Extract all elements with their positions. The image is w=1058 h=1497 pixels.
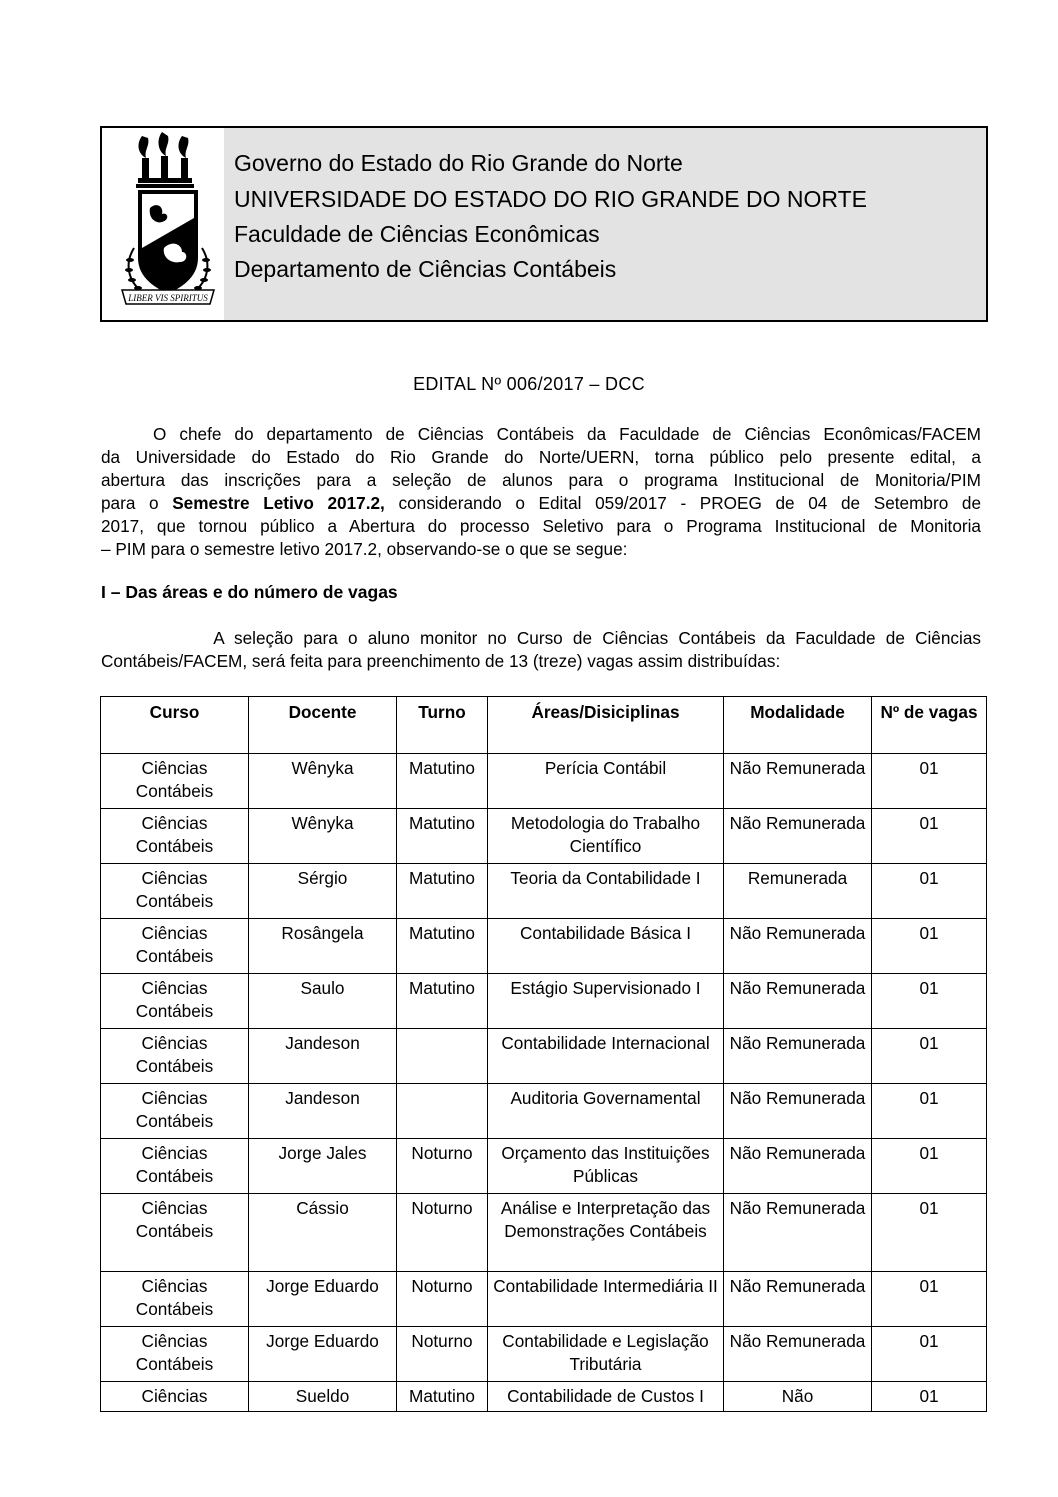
intro-line: da Universidade do Estado do Rio Grande do Norte/UERN, torna público pelo presente edital, a [101, 447, 981, 467]
intro-line [101, 423, 981, 446]
selection-line [101, 627, 981, 650]
department-name: Departamento de Ciências Contábeis [234, 256, 617, 282]
cell-modalidade: Não Remunerada [724, 1272, 872, 1327]
cell-turno: Matutino [397, 864, 488, 919]
header-docente: Docente [249, 697, 397, 754]
cell-docente: Jorge Eduardo [249, 1327, 397, 1382]
table-row [101, 1194, 987, 1272]
cell-turno: Matutino [397, 754, 488, 809]
university-name: UNIVERSIDADE DO ESTADO DO RIO GRANDE DO NORTE [234, 186, 868, 212]
cell-curso: Ciências [101, 1382, 249, 1412]
cell-vagas: 01 [872, 974, 987, 1029]
table-row [101, 1327, 987, 1382]
cell-vagas: 01 [872, 1382, 987, 1412]
table-row [101, 919, 987, 974]
cell-curso: Ciências Contábeis [101, 1327, 249, 1382]
cell-docente: Rosângela [249, 919, 397, 974]
intro-line-text: considerando o Edital 059/2017 - PROEG de 04 de Setembro de [398, 493, 982, 513]
cell-docente: Wênyka [249, 809, 397, 864]
table-row [101, 809, 987, 864]
cell-area: Contabilidade e Legislação Tributária [488, 1327, 724, 1382]
institution-title-panel [224, 128, 986, 320]
cell-docente: Jandeson [249, 1084, 397, 1139]
cell-modalidade: Não [724, 1382, 872, 1412]
cell-curso: Ciências Contábeis [101, 1194, 249, 1272]
cell-turno: Noturno [397, 1272, 488, 1327]
cell-area: Contabilidade Internacional [488, 1029, 724, 1084]
cell-area: Teoria da Contabilidade I [488, 864, 724, 919]
cell-modalidade: Não Remunerada [724, 1327, 872, 1382]
logo-motto: LIBER VIS SPIRITUS [128, 293, 208, 303]
semester-highlight: Semestre Letivo 2017.2, [172, 493, 385, 513]
cell-area: Perícia Contábil [488, 754, 724, 809]
cell-vagas: 01 [872, 754, 987, 809]
cell-modalidade: Não Remunerada [724, 809, 872, 864]
header-curso: Curso [101, 697, 249, 754]
cell-docente: Jorge Eduardo [249, 1272, 397, 1327]
intro-line: abertura das inscrições para a seleção de alunos para o programa Institucional de Monitoria/PIM [101, 470, 981, 490]
cell-curso: Ciências Contábeis [101, 919, 249, 974]
cell-area: Contabilidade de Custos I [488, 1382, 724, 1412]
cell-vagas: 01 [872, 864, 987, 919]
cell-modalidade: Não Remunerada [724, 1029, 872, 1084]
cell-curso: Ciências Contábeis [101, 864, 249, 919]
cell-modalidade: Remunerada [724, 864, 872, 919]
cell-curso: Ciências Contábeis [101, 1139, 249, 1194]
cell-curso: Ciências Contábeis [101, 809, 249, 864]
cell-modalidade: Não Remunerada [724, 974, 872, 1029]
cell-docente: Sérgio [249, 864, 397, 919]
selection-line-text: A seleção para o aluno monitor no Curso de Ciências Contábeis da Faculdade de Ciências [213, 628, 981, 648]
header-areas: Áreas/Disiciplinas [488, 697, 724, 754]
table-row [101, 1382, 987, 1412]
cell-curso: Ciências Contábeis [101, 974, 249, 1029]
cell-vagas: 01 [872, 919, 987, 974]
cell-area: Metodologia do Trabalho Científico [488, 809, 724, 864]
table-row [101, 1029, 987, 1084]
cell-turno [397, 1084, 488, 1139]
cell-turno: Matutino [397, 1382, 488, 1412]
section-heading: I – Das áreas e do número de vagas [101, 582, 398, 602]
cell-vagas: 01 [872, 1139, 987, 1194]
cell-docente: Saulo [249, 974, 397, 1029]
intro-line-text: O chefe do departamento de Ciências Contábeis da Faculdade de Ciências Econômicas/FACEM [153, 424, 982, 444]
cell-area: Análise e Interpretação das Demonstrações Contábeis [488, 1194, 724, 1272]
cell-docente: Wênyka [249, 754, 397, 809]
selection-paragraph [101, 627, 981, 673]
cell-modalidade: Não Remunerada [724, 1084, 872, 1139]
selection-line: Contábeis/FACEM, será feita para preenchimento de 13 (treze) vagas assim distribuídas: [101, 651, 781, 671]
cell-modalidade: Não Remunerada [724, 1139, 872, 1194]
cell-modalidade: Não Remunerada [724, 1194, 872, 1272]
table-row [101, 864, 987, 919]
cell-turno: Noturno [397, 1194, 488, 1272]
cell-curso: Ciências Contábeis [101, 1029, 249, 1084]
table-header-row [101, 697, 987, 754]
header-turno: Turno [397, 697, 488, 754]
cell-turno [397, 1029, 488, 1084]
intro-paragraph [101, 423, 981, 561]
cell-vagas: 01 [872, 1194, 987, 1272]
intro-line-prefix: para o [101, 493, 173, 513]
cell-curso: Ciências Contábeis [101, 754, 249, 809]
cell-turno: Matutino [397, 809, 488, 864]
cell-turno: Noturno [397, 1139, 488, 1194]
header-modalidade: Modalidade [724, 697, 872, 754]
cell-modalidade: Não Remunerada [724, 754, 872, 809]
table-row [101, 1084, 987, 1139]
cell-area: Contabilidade Intermediária II [488, 1272, 724, 1327]
cell-docente: Cássio [249, 1194, 397, 1272]
table-row [101, 1139, 987, 1194]
cell-turno: Matutino [397, 974, 488, 1029]
cell-turno: Noturno [397, 1327, 488, 1382]
cell-area: Orçamento das Instituições Públicas [488, 1139, 724, 1194]
cell-curso: Ciências Contábeis [101, 1084, 249, 1139]
university-logo [102, 128, 224, 320]
cell-vagas: 01 [872, 1029, 987, 1084]
cell-vagas: 01 [872, 1084, 987, 1139]
intro-line [101, 492, 981, 515]
cell-area: Estágio Supervisionado I [488, 974, 724, 1029]
cell-turno: Matutino [397, 919, 488, 974]
intro-line: – PIM para o semestre letivo 2017.2, observando-se o que se segue: [101, 539, 628, 559]
table-row [101, 1272, 987, 1327]
table-row [101, 974, 987, 1029]
institution-header [100, 126, 988, 322]
cell-vagas: 01 [872, 1327, 987, 1382]
government-name: Governo do Estado do Rio Grande do Norte [234, 150, 683, 176]
cell-docente: Jorge Jales [249, 1139, 397, 1194]
university-crest-icon [102, 128, 224, 320]
cell-docente: Sueldo [249, 1382, 397, 1412]
intro-line: 2017, que tornou público a Abertura do processo Seletivo para o Programa Institucional de Monitoria [101, 516, 981, 536]
edital-title: EDITAL Nº 006/2017 – DCC [413, 374, 645, 394]
cell-vagas: 01 [872, 1272, 987, 1327]
header-vagas: Nº de vagas [872, 697, 987, 754]
cell-docente: Jandeson [249, 1029, 397, 1084]
cell-vagas: 01 [872, 809, 987, 864]
cell-curso: Ciências Contábeis [101, 1272, 249, 1327]
cell-area: Contabilidade Básica I [488, 919, 724, 974]
vacancies-table [100, 696, 987, 1412]
cell-modalidade: Não Remunerada [724, 919, 872, 974]
cell-area: Auditoria Governamental [488, 1084, 724, 1139]
table-row [101, 754, 987, 809]
faculty-name: Faculdade de Ciências Econômicas [234, 221, 600, 247]
